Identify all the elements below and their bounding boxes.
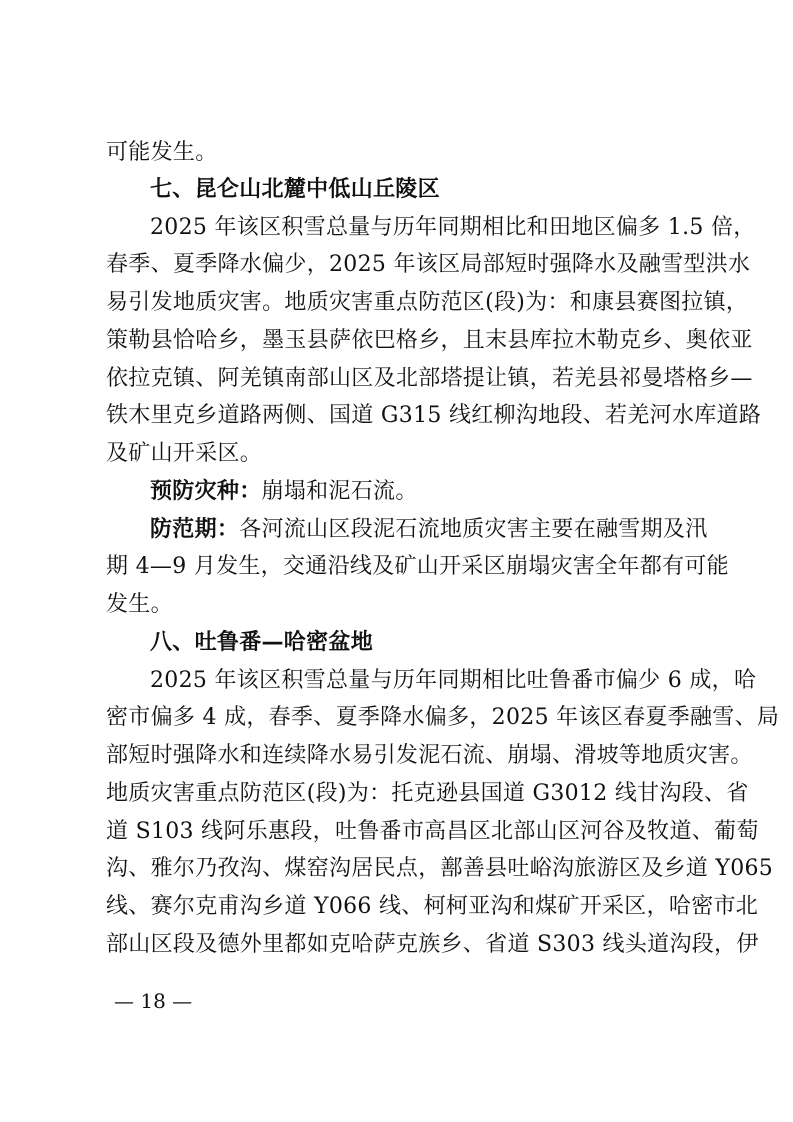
paragraph-line: 铁木里克乡道路两侧、国道 G315 线红柳沟地段、若羌河水库道路 (106, 403, 762, 428)
paragraph-line: 线、赛尔克甫沟乡道 Y066 线、柯柯亚沟和煤矿开采区，哈密市北 (106, 894, 759, 919)
paragraph-line: 地质灾害重点防范区(段)为：托克逊县国道 G3012 线甘沟段、省 (106, 781, 749, 806)
paragraph-line: 2025 年该区积雪总量与历年同期相比吐鲁番市偏少 6 成，哈 (150, 668, 757, 693)
prevention-period-label: 防范期： (150, 517, 240, 542)
paragraph-line: 2025 年该区积雪总量与历年同期相比和田地区偏多 1.5 倍， (150, 215, 756, 240)
paragraph-line: 道 S103 线阿乐惠段，吐鲁番市高昌区北部山区河谷及牧道、葡萄 (106, 819, 759, 844)
page-number: — 18 — (114, 989, 193, 1013)
paragraph-line: 春季、夏季降水偏少，2025 年该区局部短时强降水及融雪型洪水 (106, 252, 751, 277)
disaster-types-label: 预防灾种： (150, 479, 262, 504)
paragraph-line: 密市偏多 4 成，春季、夏季降水偏多，2025 年该区春夏季融雪、局 (106, 705, 780, 730)
disaster-types-line (150, 477, 418, 507)
paragraph-line: 部短时强降水和连续降水易引发泥石流、崩塌、滑坡等地质灾害。 (106, 743, 753, 768)
prevention-period-text: 各河流山区段泥石流地质灾害主要在融雪期及汛 (239, 517, 708, 542)
section-heading-turpan-hami: 八、吐鲁番—哈密盆地 (150, 630, 374, 655)
paragraph-line: 及矿山开采区。 (106, 441, 263, 466)
section-heading-kunlun: 七、昆仑山北麓中低山丘陵区 (150, 177, 440, 202)
paragraph-line: 可能发生。 (106, 140, 218, 165)
disaster-types-text: 崩塌和泥石流。 (261, 479, 418, 504)
paragraph-line: 发生。 (106, 592, 173, 617)
paragraph-line: 易引发地质灾害。地质灾害重点防范区(段)为：和康县赛图拉镇， (106, 290, 749, 315)
paragraph-line: 部山区段及德外里都如克哈萨克族乡、省道 S303 线头道沟段，伊 (106, 932, 759, 957)
paragraph-line: 依拉克镇、阿羌镇南部山区及北部塔提让镇，若羌县祁曼塔格乡— (106, 366, 753, 391)
paragraph-line: 期 4—9 月发生，交通沿线及矿山开采区崩塌灾害全年都有可能 (106, 554, 729, 579)
prevention-period-line (150, 515, 708, 545)
paragraph-line: 策勒县恰哈乡，墨玉县萨依巴格乡，且末县库拉木勒克乡、奥依亚 (106, 328, 753, 353)
paragraph-line: 沟、雅尔乃孜沟、煤窑沟居民点，鄯善县吐峪沟旅游区及乡道 Y065 (106, 856, 774, 881)
